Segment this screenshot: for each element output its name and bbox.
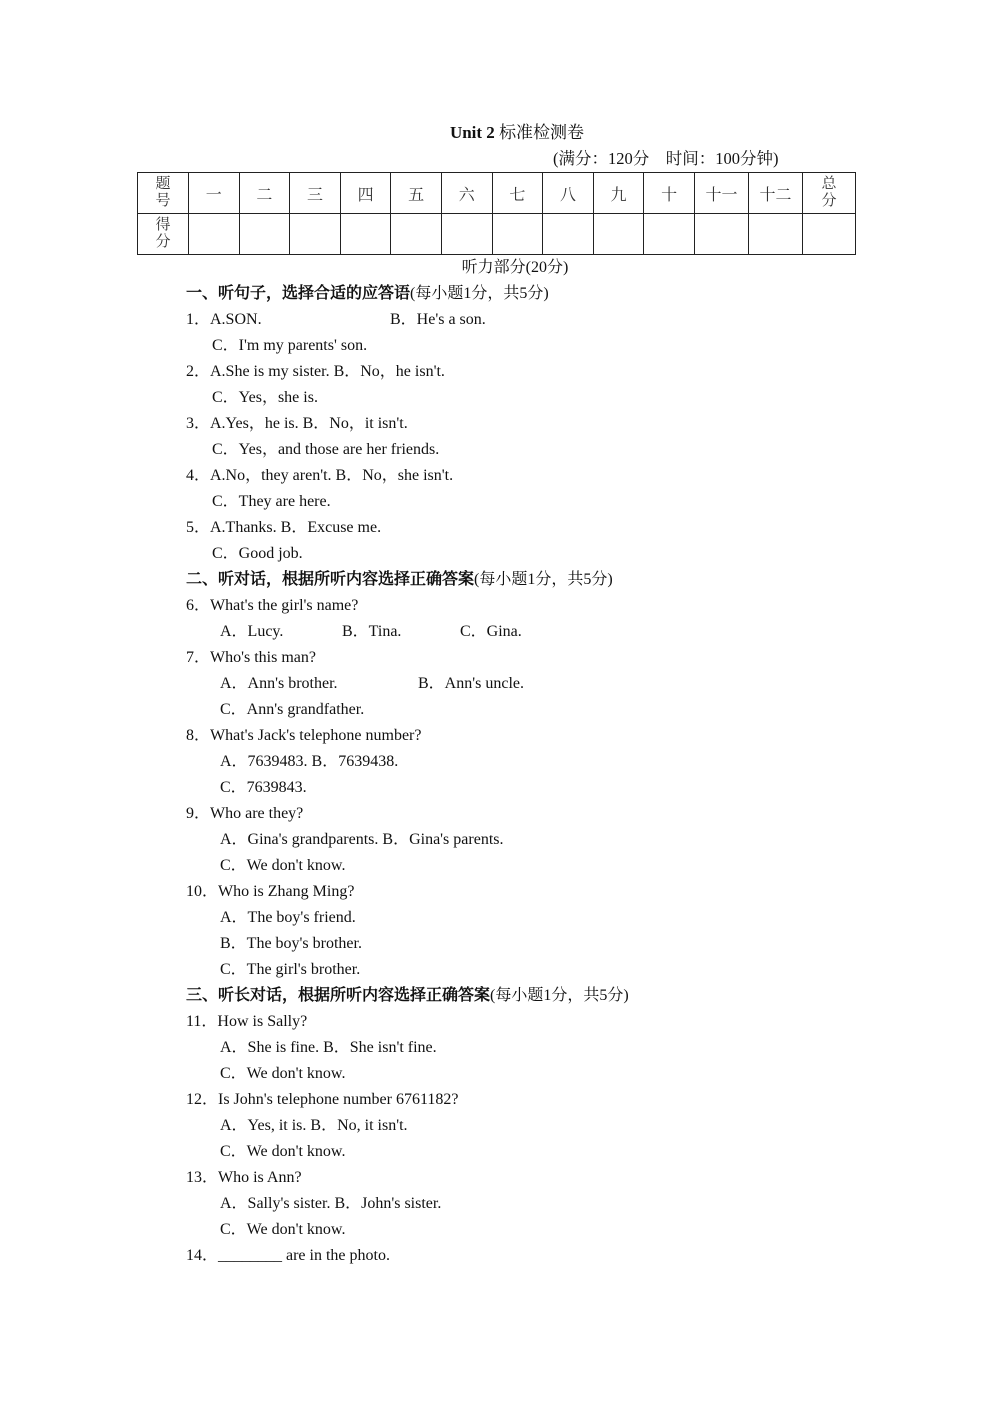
col-header: 三 — [290, 173, 341, 214]
option-line: C．I'm my parents' son. — [212, 337, 368, 354]
score-cell — [749, 214, 803, 255]
option-line: A．Lucy. — [220, 623, 284, 640]
score-cell — [391, 214, 442, 255]
score-cell — [239, 214, 290, 255]
option-line: B．Ann's uncle. — [418, 675, 524, 692]
col-header: 一 — [189, 173, 240, 214]
score-cell — [441, 214, 492, 255]
score-cell — [695, 214, 749, 255]
col-header: 七 — [492, 173, 543, 214]
option-line: B．The boy's brother. — [220, 935, 362, 952]
score-cell — [644, 214, 695, 255]
option-line: C．We don't know. — [220, 1143, 346, 1160]
score-table — [137, 172, 856, 255]
question-line: 10．Who is Zhang Ming? — [186, 883, 355, 900]
question-line: 12．Is John's telephone number 6761182? — [186, 1091, 459, 1108]
col-header-total: 总 分 — [803, 173, 856, 214]
option-line: A．She is fine. B．She isn't fine. — [220, 1039, 437, 1056]
question-line: 1．A.SON. — [186, 311, 262, 328]
option-line: C．Ann's grandfather. — [220, 701, 365, 718]
score-cell — [340, 214, 391, 255]
question-line: 2．A.She is my sister. B．No，he isn't. — [186, 363, 445, 380]
score-cell — [189, 214, 240, 255]
option-line: A．7639483. B．7639438. — [220, 753, 399, 770]
col-header: 十一 — [695, 173, 749, 214]
option-line: B．He's a son. — [390, 311, 486, 328]
score-table-score-row — [138, 214, 856, 255]
option-line: C．Gina. — [460, 623, 522, 640]
col-header: 二 — [239, 173, 290, 214]
row-label-score: 得 分 — [138, 214, 189, 255]
question-line: 11．How is Sally? — [186, 1013, 308, 1030]
section-title: 听力部分(20分) — [461, 259, 569, 276]
col-header: 十 — [644, 173, 695, 214]
score-cell-total — [803, 214, 856, 255]
question-line: 4．A.No，they aren't. B．No，she isn't. — [186, 467, 454, 484]
option-line: C．Good job. — [212, 545, 303, 562]
question-line: 6．What's the girl's name? — [186, 597, 359, 614]
score-table-header-row — [138, 173, 856, 214]
question-line: 7．Who's this man? — [186, 649, 316, 666]
score-cell — [290, 214, 341, 255]
exam-meta: (满分：120分 时间：100分钟) — [553, 149, 779, 168]
question-line: 14．________ are in the photo. — [186, 1247, 390, 1264]
option-line: B．Tina. — [342, 623, 402, 640]
question-line: 9．Who are they? — [186, 805, 304, 822]
score-cell — [543, 214, 594, 255]
option-line: A．Gina's grandparents. B．Gina's parents. — [220, 831, 504, 848]
part-heading: 一、听句子，选择合适的应答语(每小题1分，共5分) — [186, 285, 549, 302]
option-line: C．Yes，she is. — [212, 389, 318, 406]
score-cell — [593, 214, 644, 255]
col-header: 九 — [593, 173, 644, 214]
col-header: 五 — [391, 173, 442, 214]
question-line: 5．A.Thanks. B．Excuse me. — [186, 519, 382, 536]
part-heading: 二、听对话，根据所听内容选择正确答案(每小题1分，共5分) — [186, 571, 613, 588]
option-line: A．Ann's brother. — [220, 675, 338, 692]
option-line: C．We don't know. — [220, 1221, 346, 1238]
option-line: C．The girl's brother. — [220, 961, 361, 978]
score-cell — [492, 214, 543, 255]
option-line: A．Yes, it is. B．No, it isn't. — [220, 1117, 408, 1134]
col-header: 十二 — [749, 173, 803, 214]
page-title: Unit 2 标准检测卷 — [449, 123, 585, 142]
question-line: 3．A.Yes，he is. B．No，it isn't. — [186, 415, 408, 432]
option-line: C．We don't know. — [220, 857, 346, 874]
question-line: 8．What's Jack's telephone number? — [186, 727, 422, 744]
col-header: 八 — [543, 173, 594, 214]
question-line: 13．Who is Ann? — [186, 1169, 302, 1186]
option-line: A．Sally's sister. B．John's sister. — [220, 1195, 442, 1212]
option-line: C．They are here. — [212, 493, 331, 510]
col-header: 六 — [441, 173, 492, 214]
option-line: A．The boy's friend. — [220, 909, 356, 926]
col-header: 四 — [340, 173, 391, 214]
row-label-question-number: 题 号 — [138, 173, 189, 214]
option-line: C．Yes，and those are her friends. — [212, 441, 440, 458]
part-heading: 三、听长对话，根据所听内容选择正确答案(每小题1分，共5分) — [186, 987, 629, 1004]
option-line: C．7639843. — [220, 779, 307, 796]
option-line: C．We don't know. — [220, 1065, 346, 1082]
